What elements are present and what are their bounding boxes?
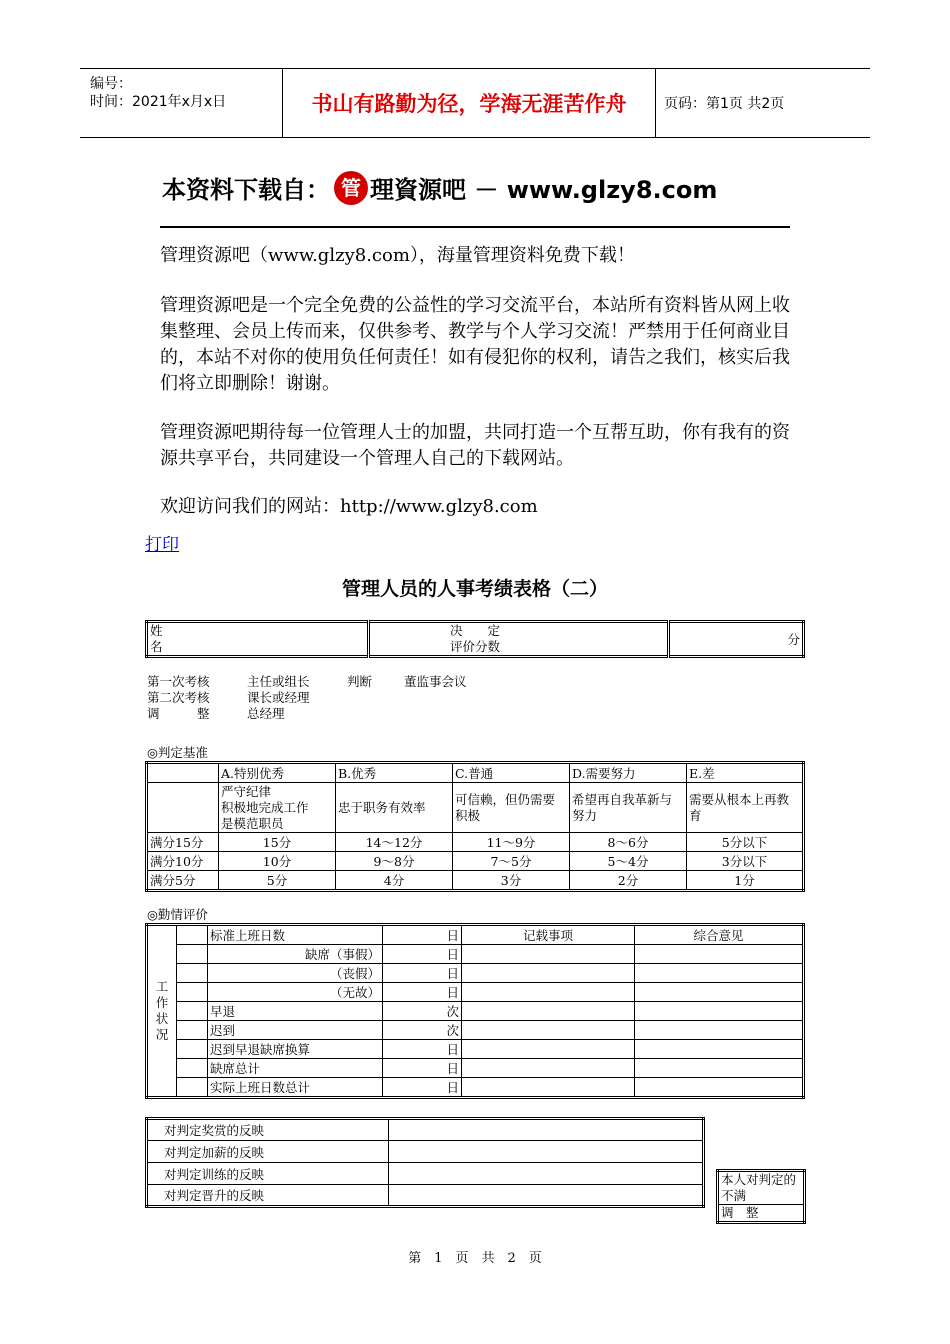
grade-d: D.需要努力	[570, 763, 687, 783]
header-meta	[80, 69, 283, 137]
number-label: 编号：	[90, 76, 132, 92]
attendance-unit: 次	[383, 1021, 462, 1040]
attendance-item: 迟到	[208, 1021, 383, 1040]
attendance-item: 缺席总计	[208, 1059, 383, 1078]
attendance-item: 缺席（事假）	[208, 945, 383, 964]
attendance-unit: 日	[383, 1078, 462, 1098]
page-header	[80, 68, 870, 138]
banner-title-suffix: 理資源吧 － www.glzy8.com	[370, 176, 718, 204]
criteria-row-10: 满分10分 10分 9～8分 7～5分 5～4分 3分以下	[147, 852, 804, 871]
attendance-unit: 日	[383, 983, 462, 1002]
review-row-3: 调 整 总经理	[147, 706, 285, 721]
banner-title	[162, 170, 717, 205]
dissatisfaction-label: 本人对判定的不满	[718, 1171, 805, 1205]
banner-title-prefix: 本资料下载自：	[162, 176, 330, 204]
decide-cell: 决 定 评价分数	[369, 622, 669, 657]
reaction-table	[145, 1117, 705, 1208]
attendance-unit: 日	[383, 1059, 462, 1078]
time-label: 时间：2021年x月x日	[90, 94, 227, 110]
attendance-item: 迟到早退缺席换算	[208, 1040, 383, 1059]
desc-c: 可信赖，但仍需要积极	[453, 783, 570, 833]
page-footer: 第 1 页 共 2 页	[408, 1251, 542, 1266]
adjust-label: 调 整	[718, 1205, 805, 1223]
attendance-unit: 日	[383, 925, 462, 945]
col-record: 记载事项	[462, 925, 635, 945]
banner-line1: 管理资源吧（www.glzy8.com），海量管理资料免费下载！	[160, 245, 635, 266]
work-status-label: 工 作 状 况	[147, 925, 177, 1098]
document-title: 管理人员的人事考绩表格（二）	[341, 578, 608, 600]
attendance-unit: 次	[383, 1002, 462, 1021]
review-row-2: 第二次考核 课长或经理	[147, 690, 310, 705]
attendance-unit: 日	[383, 945, 462, 964]
points-cell: 分	[669, 622, 804, 657]
criteria-row-5: 满分5分 5分 4分 3分 2分 1分	[147, 871, 804, 891]
criteria-row-15: 满分15分 15分 14～12分 11～9分 8～6分 5分以下	[147, 833, 804, 852]
score-summary-table	[145, 620, 805, 658]
desc-d: 希望再自我革新与努力	[570, 783, 687, 833]
col-opinion: 综合意见	[635, 925, 804, 945]
attendance-table	[145, 923, 805, 1099]
grade-b: B.优秀	[336, 763, 453, 783]
attendance-item: 标准上班日数	[208, 925, 383, 945]
attendance-unit: 日	[383, 964, 462, 983]
attendance-item: 实际上班日数总计	[208, 1078, 383, 1098]
criteria-heading: ◎判定基准	[147, 745, 208, 760]
attendance-item: 早退	[208, 1002, 383, 1021]
banner-para4: 欢迎访问我们的网站：http://www.glzy8.com	[160, 496, 538, 517]
review-row-1: 第一次考核 主任或组长 判断 董监事会议	[147, 674, 467, 689]
banner-divider	[160, 226, 790, 228]
criteria-table	[145, 761, 805, 892]
attendance-item: （无故）	[208, 983, 383, 1002]
attendance-item: （丧假）	[208, 964, 383, 983]
attendance-unit: 日	[383, 1040, 462, 1059]
header-slogan: 书山有路勤为径，学海无涯苦作舟	[283, 69, 656, 137]
grade-c: C.普通	[453, 763, 570, 783]
attendance-body	[147, 925, 804, 1098]
print-link[interactable]: 打印	[145, 535, 179, 555]
reaction-reward: 对判定奖赏的反映	[147, 1119, 389, 1141]
desc-b: 忠于职务有效率	[336, 783, 453, 833]
grade-e: E.差	[687, 763, 804, 783]
banner-para3: 管理资源吧期待每一位管理人士的加盟，共同打造一个互帮互助，你有我有的资源共享平台，共同建设一个管理人自己的下载网站。	[160, 422, 790, 469]
reaction-promotion: 对判定晋升的反映	[147, 1185, 389, 1207]
name-cell: 姓 名	[147, 622, 369, 657]
desc-e: 需要从根本上再教育	[687, 783, 804, 833]
header-page-info: 页码：第1页 共2页	[664, 96, 785, 112]
dissatisfaction-table	[716, 1169, 806, 1224]
desc-a: 严守纪律 积极地完成工作 是模范职员	[219, 783, 336, 833]
attendance-heading: ◎勤情评价	[147, 907, 208, 922]
reaction-raise: 对判定加薪的反映	[147, 1141, 389, 1163]
grade-a: A.特别优秀	[219, 763, 336, 783]
banner-para2: 管理资源吧是一个完全免费的公益性的学习交流平台，本站所有资料皆从网上收集整理、会员上传而来，仅供参考、教学与个人学习交流！严禁用于任何商业目的，本站不对你的使用负任何责任！如有侵犯你的权利，请告之我们，核实后我们将立即删除！谢谢。	[160, 295, 790, 394]
logo-icon: 管	[334, 171, 368, 205]
reaction-training: 对判定训练的反映	[147, 1163, 389, 1185]
